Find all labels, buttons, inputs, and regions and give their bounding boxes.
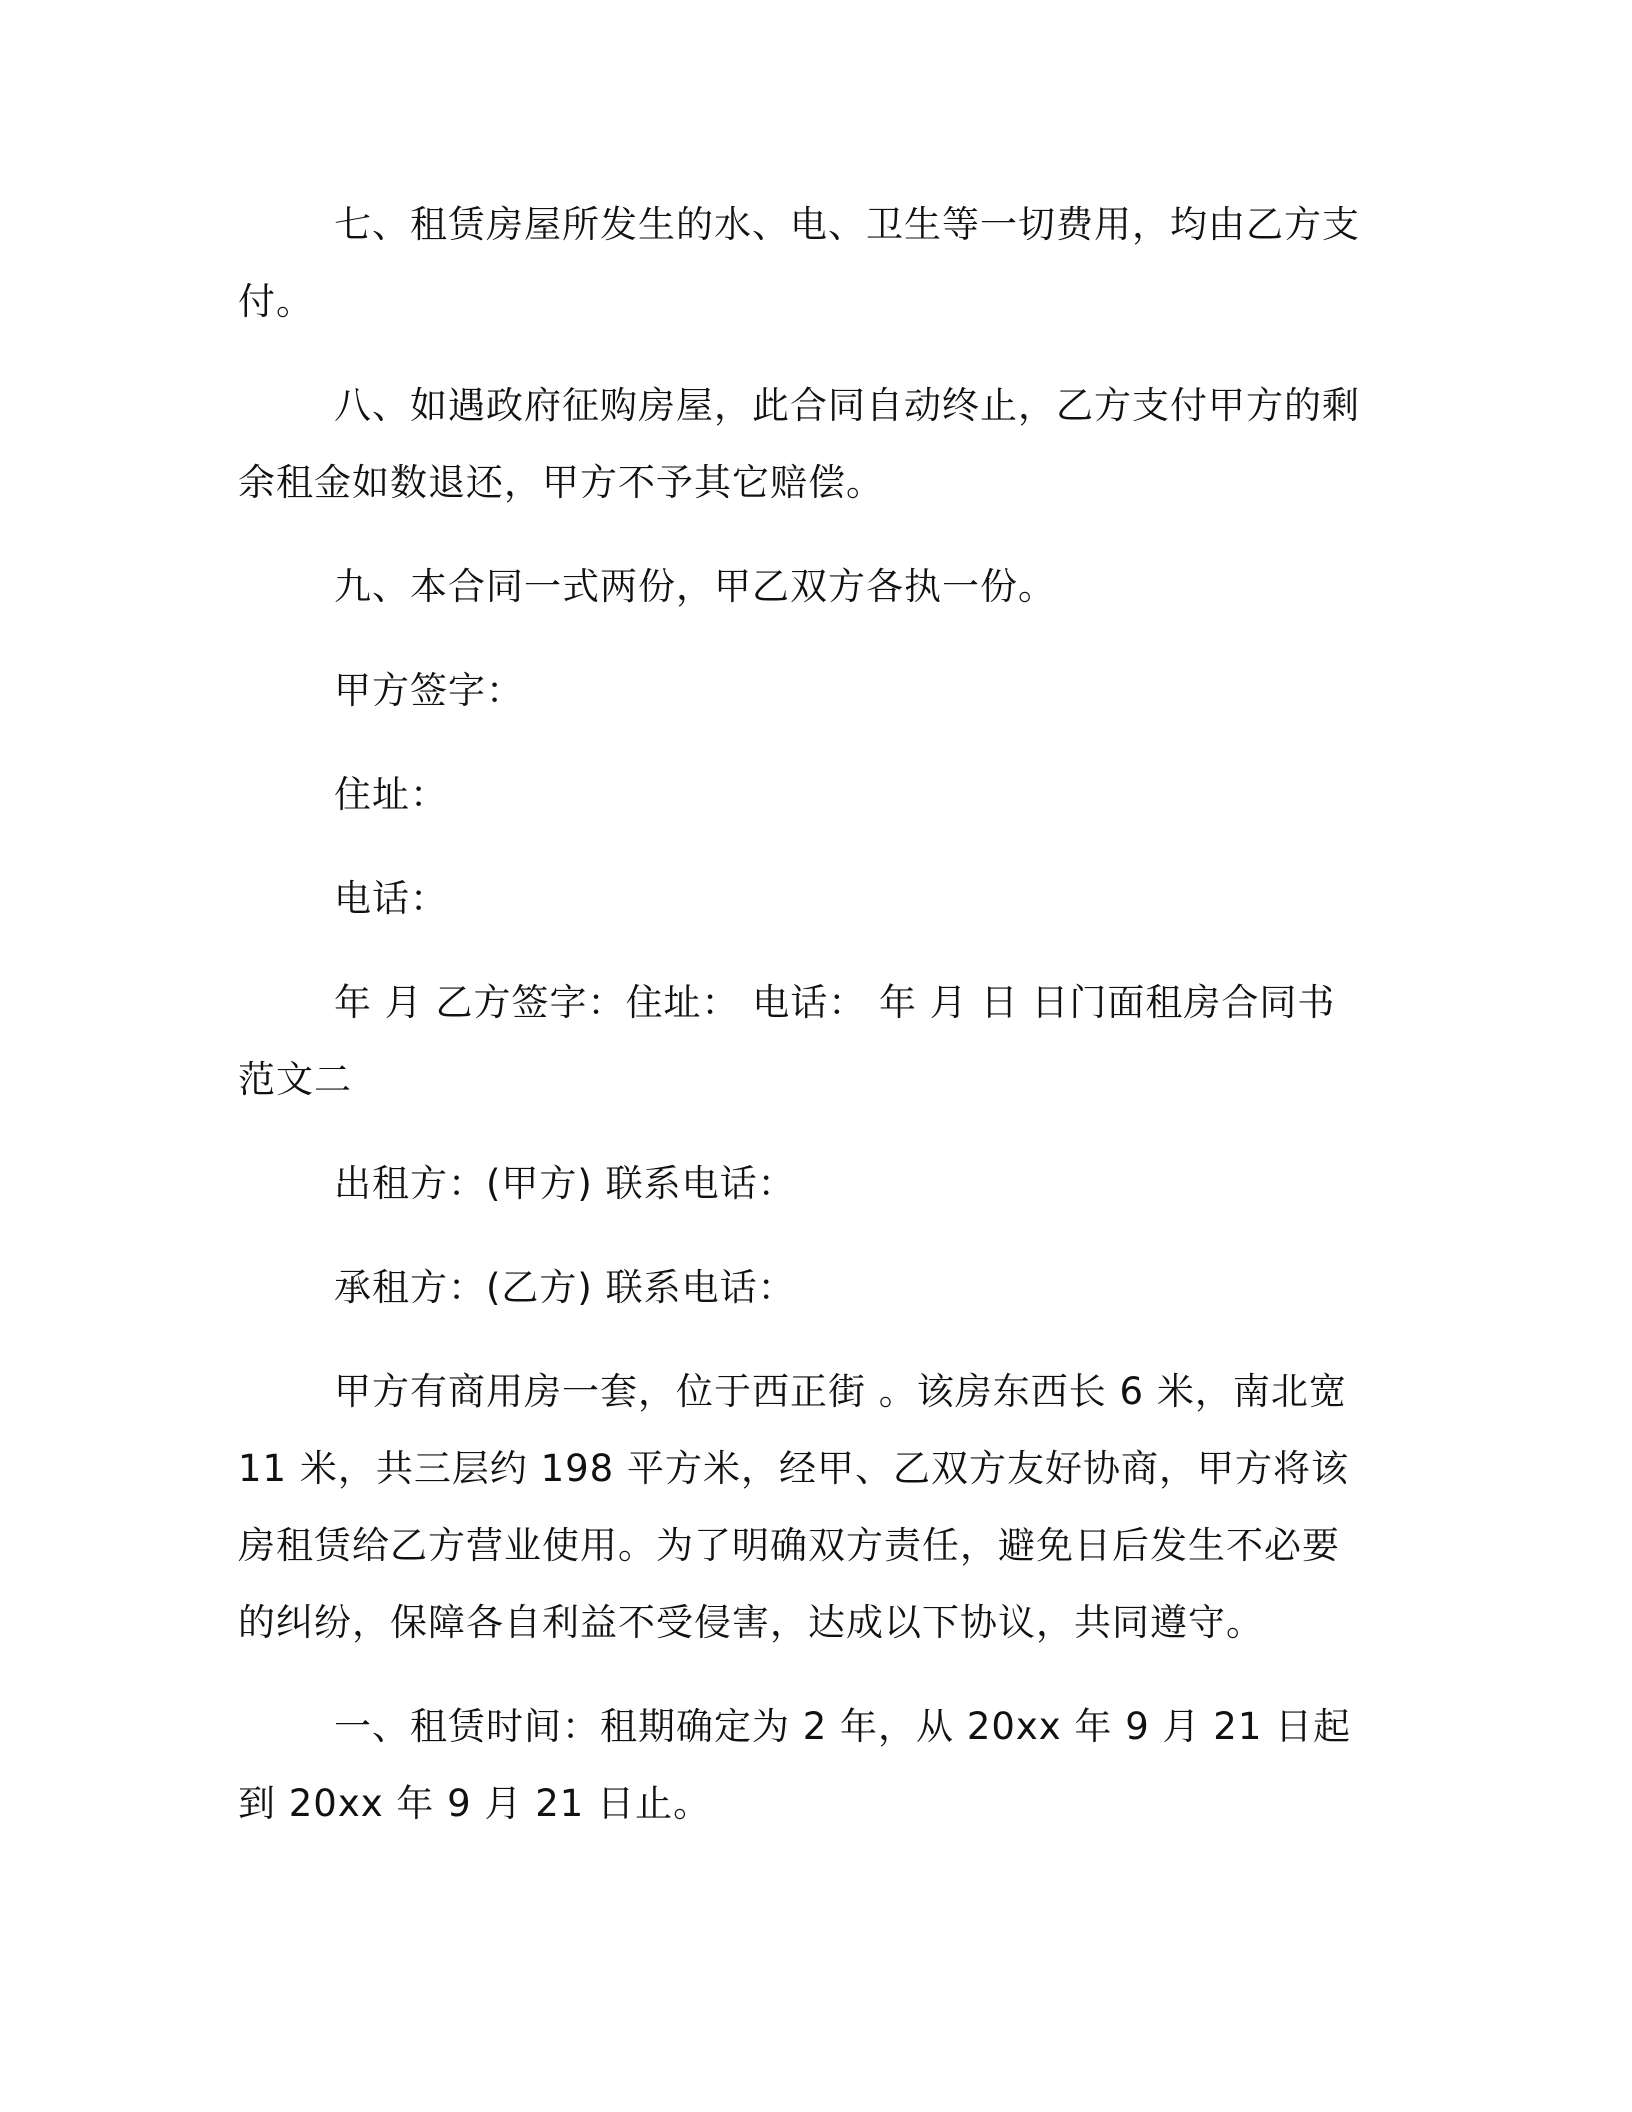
- document-body: [238, 186, 1368, 1869]
- clause-nine: 九、本合同一式两份，甲乙双方各执一份。: [334, 565, 1056, 608]
- preamble-paragraph: 甲方有商用房一套，位于西正街 。该房东西长 6 米，南北宽 11 米，共三层约 198 平方米，经甲、乙双方友好协商，甲方将该房租赁给乙方营业使用。为了明确双方责任，避免日后发生不必要的纠纷，保障各自利益不受侵害，达成以下协议，共同遵守。: [238, 1370, 1349, 1644]
- clause-seven: 七、租赁房屋所发生的水、电、卫生等一切费用，均由乙方支付。: [238, 203, 1360, 323]
- lessee-line: 承租方：(乙方) 联系电话：: [334, 1266, 796, 1309]
- address-label: 住址：: [334, 773, 448, 816]
- clause-eight: 八、如遇政府征购房屋，此合同自动终止，乙方支付甲方的剩余租金如数退还，甲方不予其它赔偿。: [238, 384, 1360, 504]
- clause-one-lease-term: 一、租赁时间：租期确定为 2 年，从 20xx 年 9 月 21 日起到 20xx 年 9 月 21 日止。: [238, 1705, 1352, 1825]
- party-a-signature-label: 甲方签字：: [334, 669, 524, 712]
- signature-line-and-title: 年 月 乙方签字：住址： 电话： 年 月 日 日门面租房合同书范文二: [238, 981, 1336, 1101]
- lessor-line: 出租方：(甲方) 联系电话：: [334, 1162, 796, 1205]
- phone-label: 电话：: [334, 877, 448, 920]
